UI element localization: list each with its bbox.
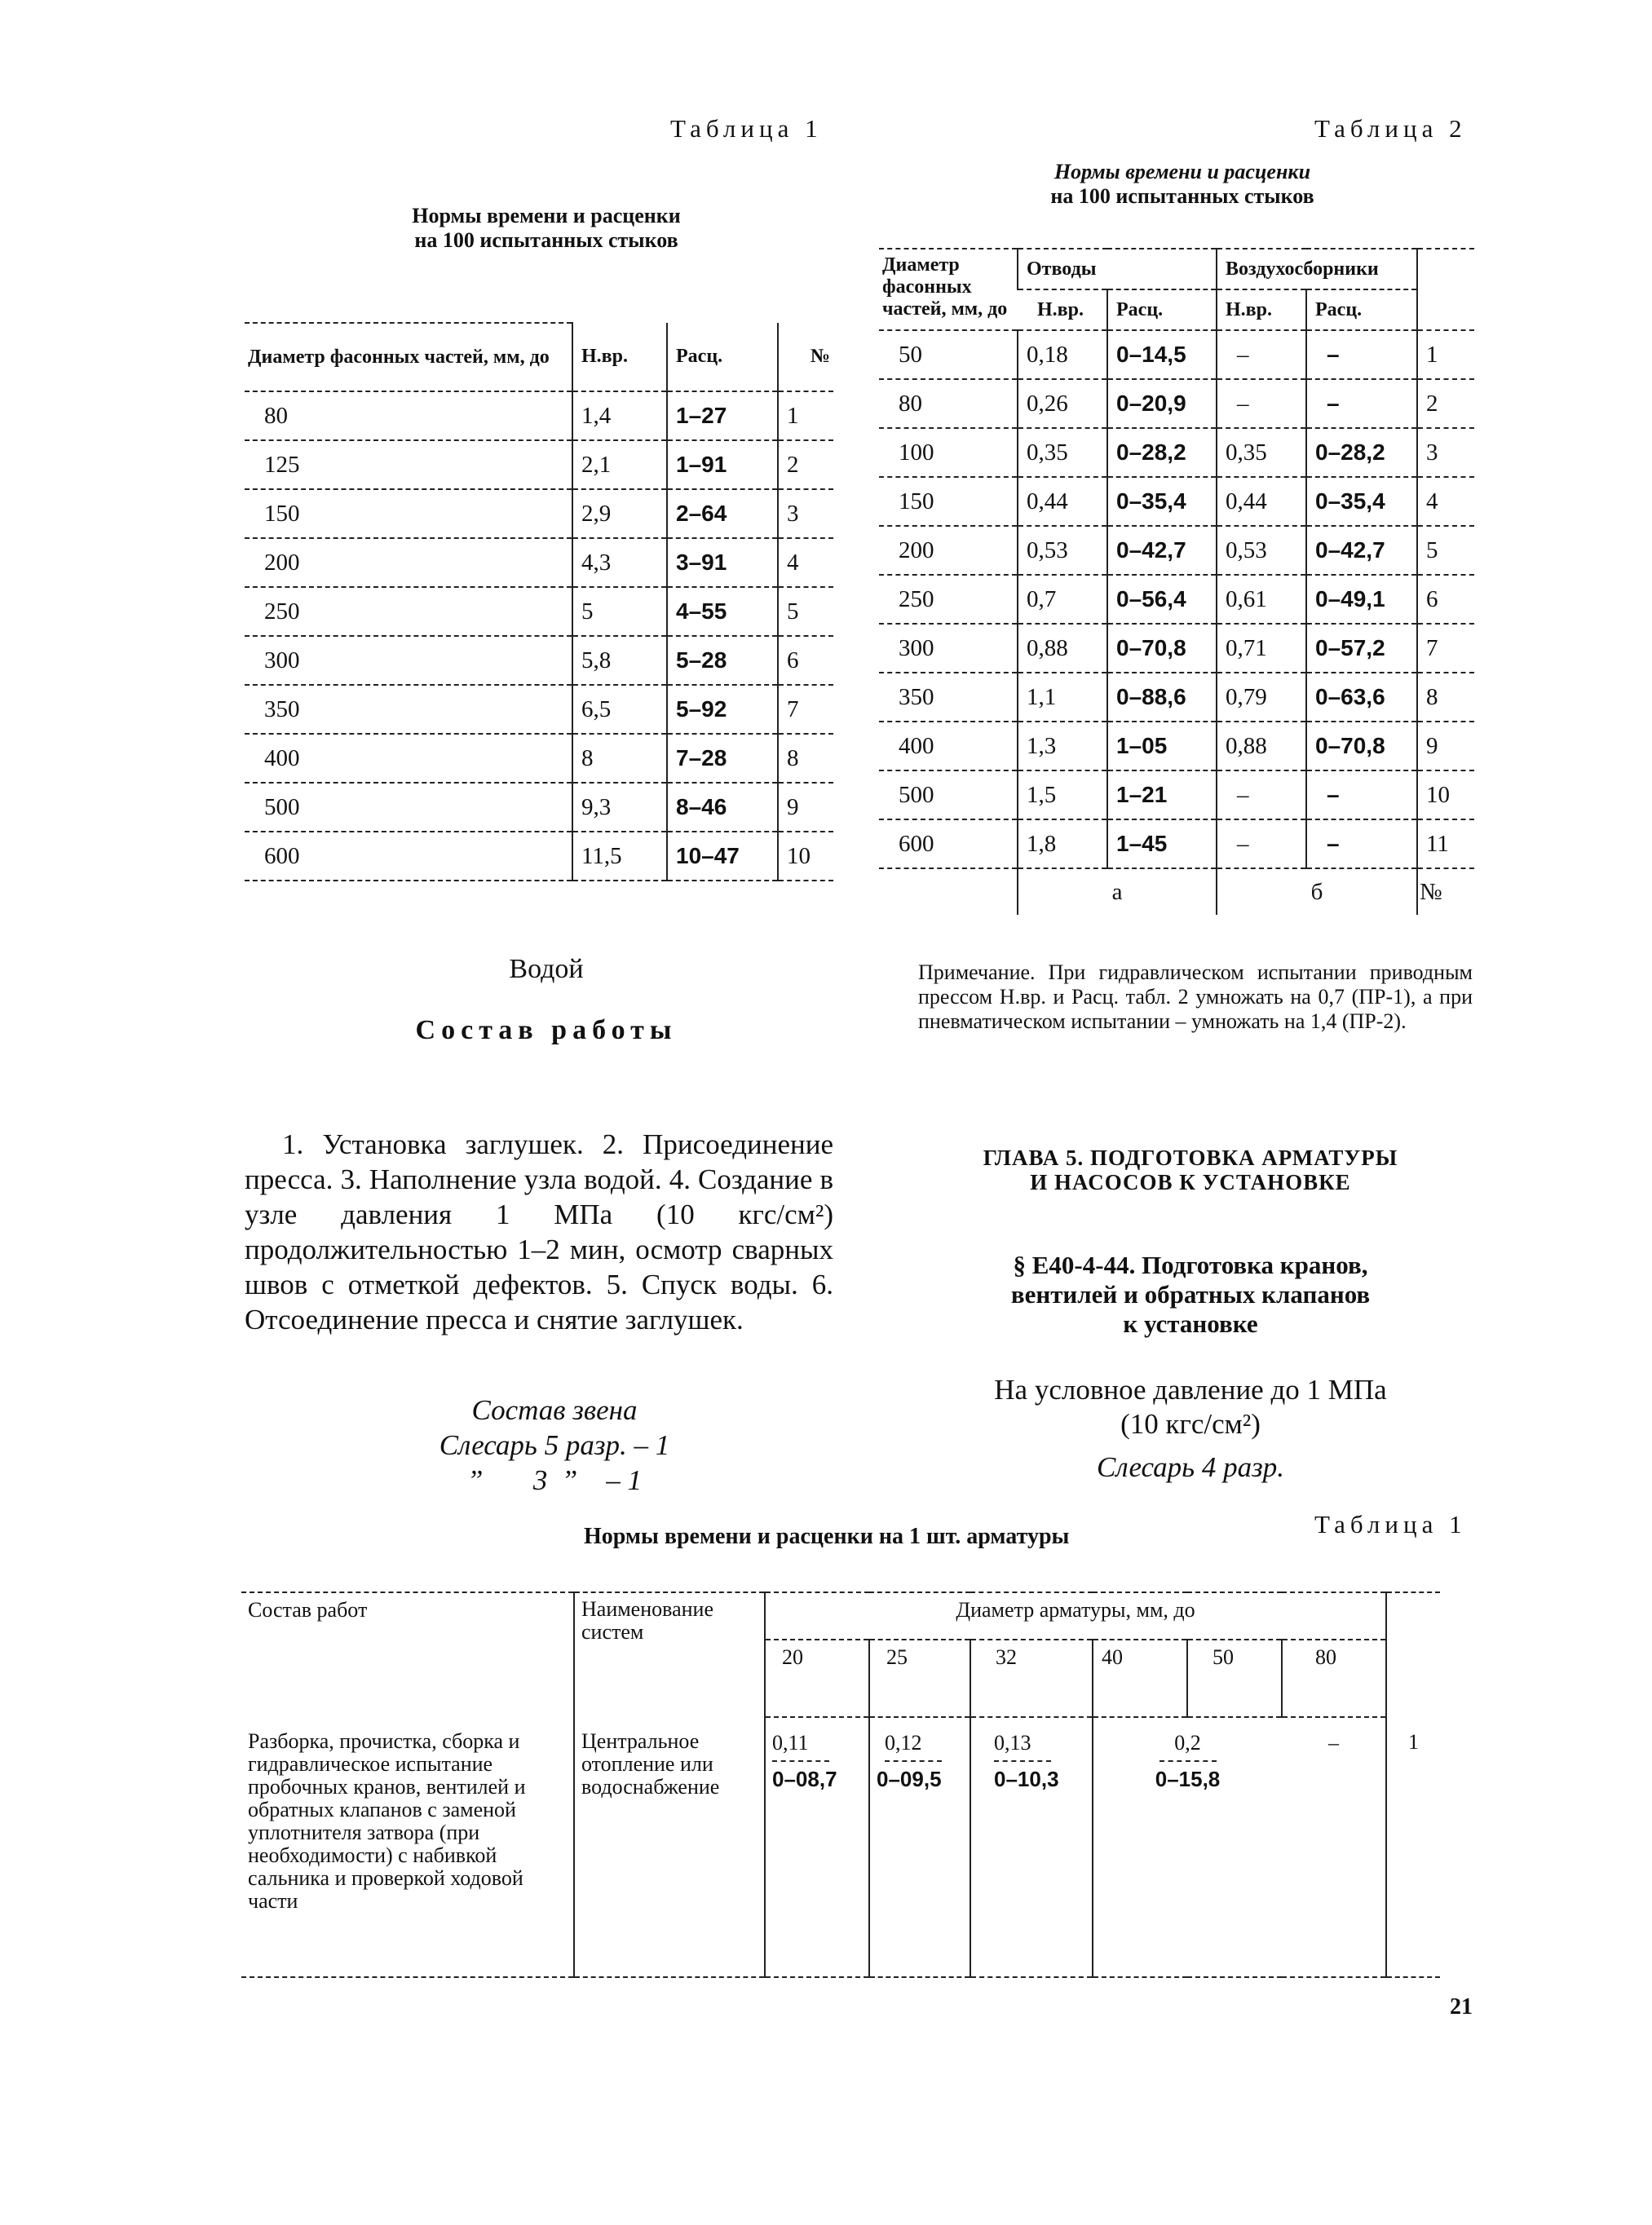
chapter-heading xyxy=(905,1146,1476,1194)
right-cell-diameter: 100 xyxy=(879,428,1018,477)
left-table-row xyxy=(245,783,833,832)
right-cell-no: 10 xyxy=(1417,770,1474,819)
worker-grade: Слесарь 4 разр. xyxy=(1096,1451,1284,1483)
bottom-th-d50: 50 xyxy=(1187,1640,1282,1717)
right-table-row xyxy=(879,526,1474,575)
right-table-row xyxy=(879,770,1474,819)
left-th-diameter: Диаметр фасонных частей, мм, до xyxy=(245,323,572,391)
right-th-a-nvr: Н.вр. xyxy=(1018,289,1107,330)
left-cell-no: 10 xyxy=(778,832,833,881)
right-cell-a-rasc: 0–14,5 xyxy=(1107,330,1217,379)
right-cell-no: 7 xyxy=(1417,624,1474,673)
right-cell-no: 4 xyxy=(1417,477,1474,526)
left-cell-nvr: 8 xyxy=(572,734,667,783)
left-table-row xyxy=(245,391,833,440)
right-cell-b-rasc: – xyxy=(1306,819,1417,868)
right-cell-a-nvr: 0,18 xyxy=(1018,330,1107,379)
right-cell-no: 1 xyxy=(1417,330,1474,379)
left-cell-rasc: 1–27 xyxy=(667,391,778,440)
right-cell-a-nvr: 1,1 xyxy=(1018,673,1107,722)
right-cell-b-nvr: 0,61 xyxy=(1217,575,1306,624)
bottom-val-25 xyxy=(869,1717,970,1977)
left-cell-diameter: 200 xyxy=(245,538,572,587)
right-cell-diameter: 400 xyxy=(879,722,1018,770)
bottom-nvr-25: 0,12 xyxy=(885,1731,922,1755)
right-cell-a-nvr: 0,53 xyxy=(1018,526,1107,575)
left-cell-nvr: 6,5 xyxy=(572,685,667,734)
right-cell-b-rasc: 0–42,7 xyxy=(1306,526,1417,575)
left-cell-diameter: 125 xyxy=(245,440,572,489)
left-cell-diameter: 300 xyxy=(245,636,572,685)
right-th-no-empty xyxy=(1417,249,1474,330)
right-cell-b-nvr: – xyxy=(1217,770,1306,819)
bottom-table-caption: Таблица 1 xyxy=(1314,1510,1467,1539)
left-cell-no: 9 xyxy=(778,783,833,832)
bottom-val-80: – xyxy=(1282,1717,1386,1977)
left-cell-no: 5 xyxy=(778,587,833,636)
right-note: Примечание. При гидравлическом испытании приводным прессом Н.вр. и Расц. табл. 2 умножать на 0,7 (ПР-1), а при пневматическом испытании – умножать на 1,4 (ПР-2). xyxy=(918,960,1473,1033)
left-cell-nvr: 2,1 xyxy=(572,440,667,489)
left-cell-nvr: 5,8 xyxy=(572,636,667,685)
right-table-header-row1 xyxy=(879,249,1474,289)
left-cell-rasc: 5–92 xyxy=(667,685,778,734)
right-cell-b-nvr: 0,88 xyxy=(1217,722,1306,770)
bottom-th-diameter: Диаметр арматуры, мм, до xyxy=(765,1592,1386,1640)
section-line3: к установке xyxy=(1123,1309,1258,1338)
bottom-heading: Нормы времени и расценки на 1 шт. арматуры xyxy=(584,1524,1070,1549)
section-line2: вентилей и обратных клапанов xyxy=(1010,1280,1371,1309)
bottom-th-system: Наименование систем xyxy=(574,1592,765,1717)
right-cell-a-nvr: 0,44 xyxy=(1018,477,1107,526)
right-cell-b-nvr: 0,44 xyxy=(1217,477,1306,526)
right-table-row xyxy=(879,819,1474,868)
left-cell-no: 2 xyxy=(778,440,833,489)
left-cell-nvr: 2,9 xyxy=(572,489,667,538)
left-table xyxy=(245,322,833,881)
left-table-row xyxy=(245,685,833,734)
left-cell-rasc: 5–28 xyxy=(667,636,778,685)
right-th-group-a: Отводы xyxy=(1018,249,1217,289)
right-cell-b-rasc: 0–49,1 xyxy=(1306,575,1417,624)
crew-block xyxy=(351,1393,758,1498)
right-cell-a-rasc: 0–20,9 xyxy=(1107,379,1217,428)
right-cell-no: 5 xyxy=(1417,526,1474,575)
right-cell-no: 2 xyxy=(1417,379,1474,428)
left-cell-nvr: 9,3 xyxy=(572,783,667,832)
right-cell-diameter: 300 xyxy=(879,624,1018,673)
right-cell-b-rasc: 0–57,2 xyxy=(1306,624,1417,673)
chapter-line1: ГЛАВА 5. ПОДГОТОВКА АРМАТУРЫ xyxy=(983,1146,1398,1170)
right-cell-b-nvr: 0,53 xyxy=(1217,526,1306,575)
right-th-b-rasc: Расц. xyxy=(1306,289,1417,330)
right-cell-a-nvr: 1,5 xyxy=(1018,770,1107,819)
right-cell-diameter: 200 xyxy=(879,526,1018,575)
right-cell-b-nvr: – xyxy=(1217,819,1306,868)
right-cell-no: 6 xyxy=(1417,575,1474,624)
right-foot-no: № xyxy=(1417,868,1474,915)
crew-line1: Слесарь 5 разр. – 1 xyxy=(439,1429,670,1461)
left-cell-diameter: 400 xyxy=(245,734,572,783)
left-cell-diameter: 350 xyxy=(245,685,572,734)
right-foot-empty xyxy=(879,868,1018,915)
right-cell-a-nvr: 0,88 xyxy=(1018,624,1107,673)
bottom-nvr-40-50: 0,2 xyxy=(1174,1731,1201,1755)
section-heading xyxy=(905,1251,1476,1339)
page-number: 21 xyxy=(1450,1994,1473,2020)
bottom-val-20 xyxy=(765,1717,869,1977)
bottom-system-text: Центральное отопление или водоснабжение xyxy=(574,1717,765,1977)
left-cell-rasc: 4–55 xyxy=(667,587,778,636)
pressure-block xyxy=(905,1373,1476,1441)
bottom-th-d40: 40 xyxy=(1093,1640,1187,1717)
bottom-nvr-20: 0,11 xyxy=(772,1731,809,1755)
right-cell-diameter: 600 xyxy=(879,819,1018,868)
right-table-heading xyxy=(946,160,1419,209)
left-cell-no: 8 xyxy=(778,734,833,783)
left-cell-diameter: 600 xyxy=(245,832,572,881)
left-th-rasc: Расц. xyxy=(667,323,778,391)
left-cell-no: 7 xyxy=(778,685,833,734)
right-table-row xyxy=(879,722,1474,770)
right-cell-a-rasc: 1–45 xyxy=(1107,819,1217,868)
left-cell-no: 4 xyxy=(778,538,833,587)
left-table-row xyxy=(245,734,833,783)
right-cell-a-rasc: 1–05 xyxy=(1107,722,1217,770)
right-cell-a-rasc: 0–28,2 xyxy=(1107,428,1217,477)
left-cell-rasc: 7–28 xyxy=(667,734,778,783)
right-cell-diameter: 350 xyxy=(879,673,1018,722)
left-cell-diameter: 150 xyxy=(245,489,572,538)
right-table-row xyxy=(879,575,1474,624)
bottom-row-no: 1 xyxy=(1386,1717,1440,1977)
bottom-work-text: Разборка, прочистка, сборка и гидравлическое испытание пробочных кранов, вентилей и обратных клапанов с заменой уплотнителя затвора (при необходимости) с набивкой сальника и проверкой ходовой части xyxy=(241,1717,574,1977)
bottom-rasc-20: 0–08,7 xyxy=(772,1767,837,1791)
right-cell-a-nvr: 0,26 xyxy=(1018,379,1107,428)
chapter-line2: И НАСОСОВ К УСТАНОВКЕ xyxy=(1030,1170,1351,1194)
right-cell-b-nvr: – xyxy=(1217,379,1306,428)
bottom-header-row1 xyxy=(241,1592,1440,1640)
left-table-row xyxy=(245,538,833,587)
left-cell-no: 3 xyxy=(778,489,833,538)
bottom-val-32 xyxy=(970,1717,1093,1977)
work-text: 1. Установка заглушек. 2. Присоединение пресса. 3. Наполнение узла водой. 4. Создание в узле давления 1 МПа (10 кгс/см²) продолжительностью 1–2 мин, осмотр сварных швов с отметкой дефектов. 5. Спуск воды. 6. Отсоединение пресса и снятие заглушек. xyxy=(245,1128,833,1335)
right-cell-no: 11 xyxy=(1417,819,1474,868)
right-cell-b-nvr: 0,71 xyxy=(1217,624,1306,673)
right-cell-b-rasc: 0–70,8 xyxy=(1306,722,1417,770)
bottom-table xyxy=(241,1591,1440,1978)
right-cell-diameter: 80 xyxy=(879,379,1018,428)
right-cell-a-rasc: 1–21 xyxy=(1107,770,1217,819)
right-cell-diameter: 500 xyxy=(879,770,1018,819)
bottom-th-d32: 32 xyxy=(970,1640,1093,1717)
right-table-caption: Таблица 2 xyxy=(1314,114,1467,143)
right-heading-line1: Нормы времени и расценки xyxy=(1053,160,1311,183)
right-cell-a-rasc: 0–88,6 xyxy=(1107,673,1217,722)
left-table-body xyxy=(245,391,833,881)
bottom-rasc-40-50: 0–15,8 xyxy=(1155,1767,1221,1791)
bottom-th-work: Состав работ xyxy=(241,1592,574,1717)
left-table-header-row xyxy=(245,323,833,391)
right-cell-no: 8 xyxy=(1417,673,1474,722)
bottom-th-d20: 20 xyxy=(765,1640,869,1717)
left-cell-diameter: 80 xyxy=(245,391,572,440)
left-table-heading xyxy=(310,204,783,253)
left-cell-rasc: 2–64 xyxy=(667,489,778,538)
crew-line2: ” 3 ” – 1 xyxy=(467,1464,642,1496)
left-heading-line2: на 100 испытанных стыков xyxy=(414,228,678,252)
right-cell-a-rasc: 0–56,4 xyxy=(1107,575,1217,624)
left-cell-nvr: 1,4 xyxy=(572,391,667,440)
right-table-row xyxy=(879,379,1474,428)
right-th-a-rasc: Расц. xyxy=(1107,289,1217,330)
right-table-row xyxy=(879,673,1474,722)
left-table-row xyxy=(245,440,833,489)
left-heading-line1: Нормы времени и расценки xyxy=(412,204,681,227)
right-cell-a-rasc: 0–42,7 xyxy=(1107,526,1217,575)
right-th-b-nvr: Н.вр. xyxy=(1217,289,1306,330)
right-cell-b-nvr: – xyxy=(1217,330,1306,379)
right-cell-no: 9 xyxy=(1417,722,1474,770)
bottom-th-d80: 80 xyxy=(1282,1640,1386,1717)
bottom-val-40-50 xyxy=(1093,1717,1282,1977)
bottom-rasc-32: 0–10,3 xyxy=(994,1767,1059,1791)
bottom-nvr-32: 0,13 xyxy=(994,1731,1031,1755)
pressure-line1: На условное давление до 1 МПа xyxy=(994,1374,1387,1406)
left-cell-rasc: 1–91 xyxy=(667,440,778,489)
right-cell-a-nvr: 0,7 xyxy=(1018,575,1107,624)
right-table xyxy=(879,248,1474,915)
right-table-body xyxy=(879,330,1474,868)
right-cell-b-rasc: 0–63,6 xyxy=(1306,673,1417,722)
bottom-th-no-empty xyxy=(1386,1592,1440,1717)
right-table-row xyxy=(879,624,1474,673)
left-cell-nvr: 5 xyxy=(572,587,667,636)
right-cell-diameter: 150 xyxy=(879,477,1018,526)
right-foot-b: б xyxy=(1217,868,1417,915)
left-cell-rasc: 3–91 xyxy=(667,538,778,587)
right-cell-b-nvr: 0,35 xyxy=(1217,428,1306,477)
left-table-row xyxy=(245,489,833,538)
pressure-line2: (10 кгс/см²) xyxy=(1120,1408,1261,1440)
left-table-caption: Таблица 1 xyxy=(670,114,823,143)
right-cell-diameter: 250 xyxy=(879,575,1018,624)
crew-title: Состав звена xyxy=(471,1394,638,1426)
left-cell-diameter: 250 xyxy=(245,587,572,636)
section-line1: § Е40-4-44. Подготовка кранов, xyxy=(1013,1251,1368,1279)
right-table-footer xyxy=(879,868,1474,915)
bottom-data-row xyxy=(241,1717,1440,1977)
right-cell-a-nvr: 1,3 xyxy=(1018,722,1107,770)
right-cell-a-rasc: 0–35,4 xyxy=(1107,477,1217,526)
left-cell-no: 6 xyxy=(778,636,833,685)
left-cell-diameter: 500 xyxy=(245,783,572,832)
right-th-group-b: Воздухосборники xyxy=(1217,249,1417,289)
left-cell-rasc: 10–47 xyxy=(667,832,778,881)
right-cell-b-rasc: 0–28,2 xyxy=(1306,428,1417,477)
bottom-rasc-25: 0–09,5 xyxy=(877,1767,942,1791)
left-table-row xyxy=(245,587,833,636)
right-cell-b-rasc: 0–35,4 xyxy=(1306,477,1417,526)
right-cell-b-rasc: – xyxy=(1306,330,1417,379)
right-table-row xyxy=(879,330,1474,379)
left-th-nvr: Н.вр. xyxy=(572,323,667,391)
right-th-diameter: Диаметр фасонных частей, мм, до xyxy=(879,249,1018,330)
right-cell-no: 3 xyxy=(1417,428,1474,477)
right-cell-a-nvr: 1,8 xyxy=(1018,819,1107,868)
left-cell-nvr: 4,3 xyxy=(572,538,667,587)
right-cell-b-nvr: 0,79 xyxy=(1217,673,1306,722)
right-heading-line2: на 100 испытанных стыков xyxy=(1050,184,1314,208)
left-cell-nvr: 11,5 xyxy=(572,832,667,881)
right-foot-a: а xyxy=(1018,868,1217,915)
right-table-row xyxy=(879,428,1474,477)
right-cell-a-rasc: 0–70,8 xyxy=(1107,624,1217,673)
left-th-no: № xyxy=(778,323,833,391)
left-table-row xyxy=(245,636,833,685)
left-table-row xyxy=(245,832,833,881)
left-cell-rasc: 8–46 xyxy=(667,783,778,832)
bottom-th-d25: 25 xyxy=(869,1640,970,1717)
left-cell-no: 1 xyxy=(778,391,833,440)
right-table-row xyxy=(879,477,1474,526)
work-title: Состав работы xyxy=(415,1015,678,1045)
right-cell-b-rasc: – xyxy=(1306,379,1417,428)
right-cell-a-nvr: 0,35 xyxy=(1018,428,1107,477)
right-cell-diameter: 50 xyxy=(879,330,1018,379)
water-label: Водой xyxy=(509,954,584,984)
right-cell-b-rasc: – xyxy=(1306,770,1417,819)
